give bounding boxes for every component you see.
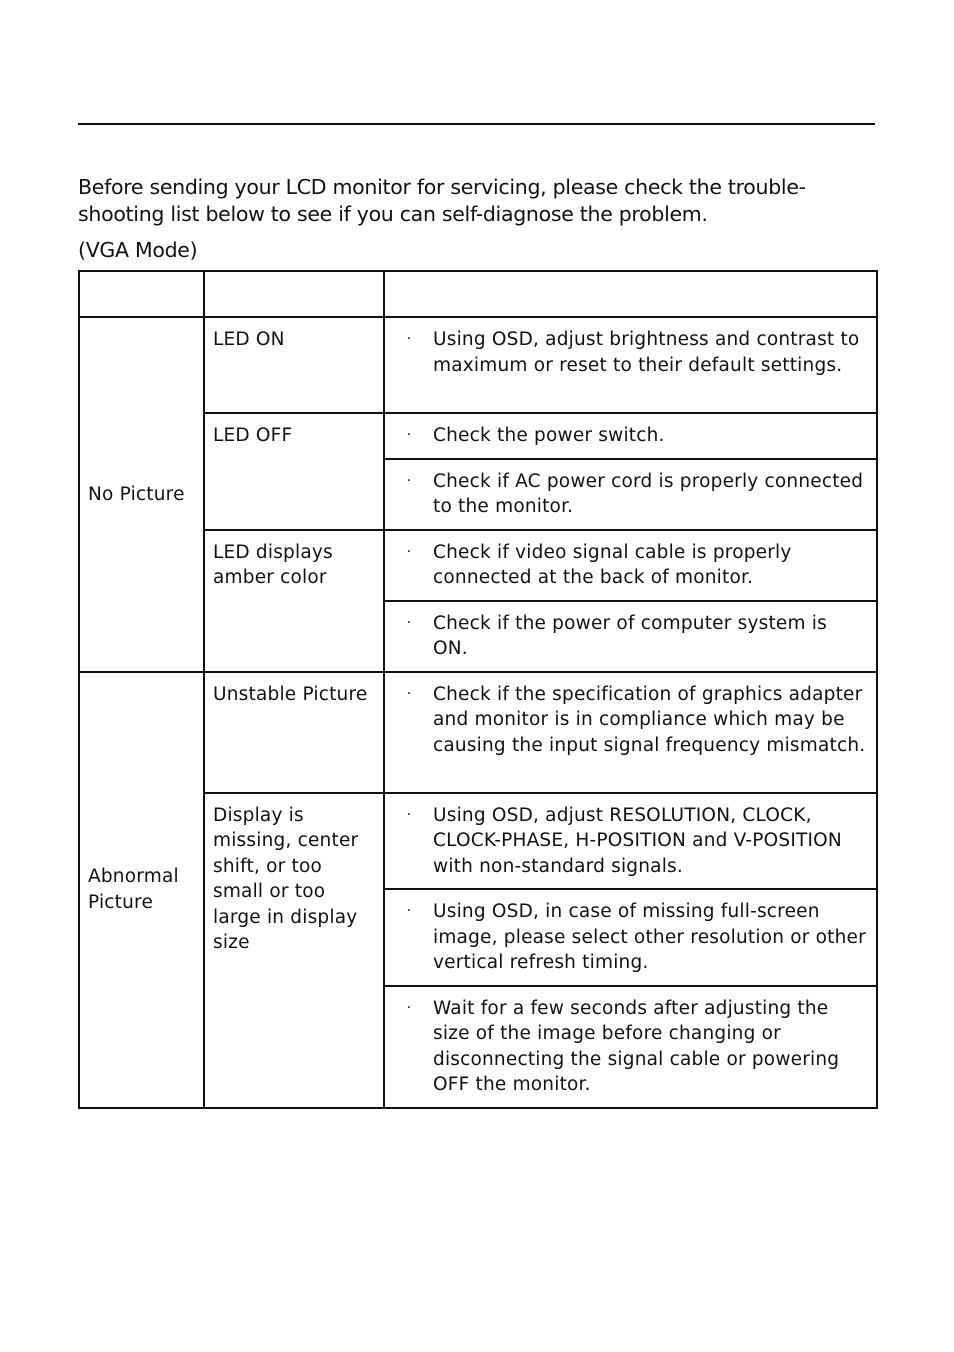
bullet-icon: · bbox=[406, 614, 412, 631]
bullet-icon: · bbox=[406, 806, 412, 823]
table-row bbox=[79, 672, 877, 793]
led-status-cell: Display is missing, center shift, or too small or too large in display size bbox=[204, 793, 384, 1108]
header-cell-led-status bbox=[204, 271, 384, 317]
header-cell-problem bbox=[79, 271, 204, 317]
bullet-icon: · bbox=[406, 685, 412, 702]
remedy-text: Wait for a few seconds after adjusting the size of the image before changing or disconnecting the signal cable or powering OFF the monitor. bbox=[433, 997, 840, 1095]
remedy-text: Using OSD, adjust RESOLUTION, CLOCK, CLOCK-PHASE, H-POSITION and V-POSITION with non-standard signals. bbox=[433, 804, 842, 877]
bullet-icon: · bbox=[406, 543, 412, 560]
remedy-text: Check the power switch. bbox=[433, 425, 665, 446]
problem-cell: No Picture bbox=[79, 317, 204, 672]
remedy-text: Using OSD, adjust brightness and contrast to maximum or reset to their default settings. bbox=[433, 329, 860, 376]
remedy-cell bbox=[384, 889, 877, 986]
bullet-icon: · bbox=[406, 427, 412, 443]
remedy-cell bbox=[384, 459, 877, 530]
remedy-cell bbox=[384, 793, 877, 890]
header-cell-remedy bbox=[384, 271, 877, 317]
remedy-text: Check if video signal cable is properly connected at the back of monitor. bbox=[433, 541, 792, 588]
problem-cell: Abnormal Picture bbox=[79, 672, 204, 1108]
bullet-icon: · bbox=[406, 331, 412, 347]
table-header-row bbox=[79, 271, 877, 317]
remedy-cell bbox=[384, 530, 877, 601]
intro-paragraph: Before sending your LCD monitor for servicing, please check the trouble-shooting list below to see if you can self-diagnose the problem. bbox=[78, 175, 806, 226]
table-row bbox=[79, 317, 877, 413]
bullet-icon: · bbox=[406, 472, 412, 489]
remedy-cell bbox=[384, 672, 877, 793]
bullet-icon: · bbox=[406, 903, 412, 919]
led-status-cell: LED OFF bbox=[204, 413, 384, 530]
remedy-text: Using OSD, in case of missing full-screen image, please select other resolution or other vertical refresh timing. bbox=[433, 901, 866, 973]
remedy-cell bbox=[384, 986, 877, 1108]
mode-label: (VGA Mode) bbox=[78, 238, 198, 262]
remedy-text: Check if AC power cord is properly connected to the monitor. bbox=[433, 470, 864, 517]
led-status-cell: LED ON bbox=[204, 317, 384, 413]
bullet-icon: · bbox=[406, 999, 412, 1016]
remedy-cell bbox=[384, 601, 877, 672]
troubleshooting-table bbox=[78, 270, 878, 1109]
header-rule bbox=[78, 123, 875, 125]
led-status-cell: LED displays amber color bbox=[204, 530, 384, 672]
led-status-cell: Unstable Picture bbox=[204, 672, 384, 793]
remedy-cell bbox=[384, 317, 877, 413]
remedy-text: Check if the power of computer system is ON. bbox=[433, 612, 827, 659]
remedy-text: Check if the specification of graphics adapter and monitor is in compliance which may be causing the input signal frequency mismatch. bbox=[433, 683, 866, 756]
remedy-cell bbox=[384, 413, 877, 459]
